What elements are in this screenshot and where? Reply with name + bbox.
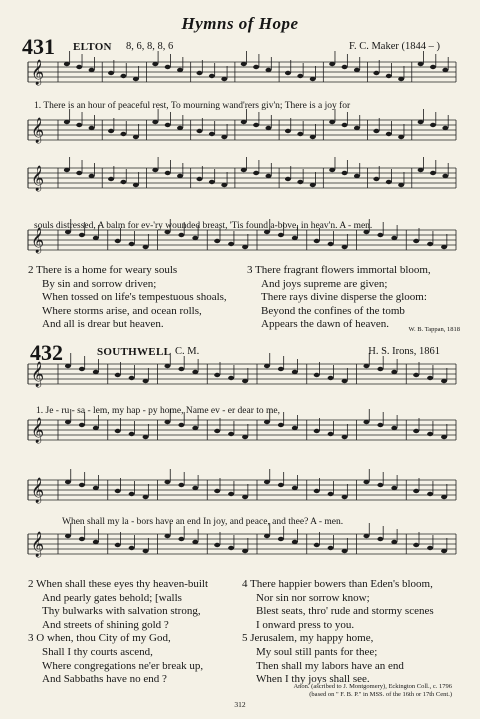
note-head bbox=[430, 65, 436, 69]
note-head bbox=[427, 376, 433, 380]
note-head bbox=[129, 492, 135, 496]
note-head bbox=[242, 245, 248, 249]
note-head bbox=[120, 132, 126, 136]
section-title: Hymns of Hope bbox=[181, 14, 299, 33]
note-head bbox=[197, 71, 203, 75]
clef-icon: 𝄞 bbox=[31, 532, 45, 557]
note-head bbox=[115, 489, 121, 493]
verse-line: There rays divine disperse the gloom: bbox=[261, 291, 427, 304]
note-head bbox=[164, 534, 170, 538]
note-head bbox=[292, 540, 298, 544]
clef-icon: 𝄞 bbox=[31, 478, 45, 503]
note-head bbox=[363, 364, 369, 368]
note-head bbox=[264, 480, 270, 484]
note-head bbox=[342, 245, 348, 249]
note-head bbox=[413, 543, 419, 547]
note-head bbox=[177, 68, 183, 72]
note-head bbox=[391, 540, 397, 544]
note-head bbox=[89, 174, 95, 178]
author-credit bbox=[293, 683, 452, 699]
verse-line: And streets of shining gold ? bbox=[42, 618, 169, 631]
note-head bbox=[297, 132, 303, 136]
note-head bbox=[329, 120, 335, 124]
note-head bbox=[228, 376, 234, 380]
note-head bbox=[79, 537, 85, 541]
note-head bbox=[328, 492, 334, 496]
note-head bbox=[342, 123, 348, 127]
note-head bbox=[373, 129, 379, 133]
note-head bbox=[65, 364, 71, 368]
note-head bbox=[391, 236, 397, 240]
lyric-line: souls distressed, A balm for ev-'ry wounded breast, 'Tis found a-bove, in heav'n. A - men. bbox=[34, 221, 373, 231]
note-head bbox=[108, 71, 114, 75]
note-head bbox=[377, 423, 383, 427]
note-head bbox=[64, 120, 70, 124]
note-head bbox=[209, 132, 215, 136]
verse-line: When tossed on life's tempestuous shoals, bbox=[42, 291, 227, 304]
verse-line: Appears the dawn of heaven. bbox=[261, 318, 389, 331]
note-head bbox=[391, 426, 397, 430]
note-head bbox=[373, 177, 379, 181]
note-head bbox=[129, 432, 135, 436]
note-head bbox=[391, 486, 397, 490]
clef-icon: 𝄞 bbox=[31, 362, 45, 387]
note-head bbox=[133, 183, 139, 187]
note-head bbox=[228, 242, 234, 246]
note-head bbox=[413, 373, 419, 377]
note-head bbox=[241, 168, 247, 172]
verse-line: 2 When shall these eyes thy heaven-built bbox=[28, 578, 209, 590]
note-head bbox=[441, 495, 447, 499]
note-head bbox=[93, 236, 99, 240]
note-head bbox=[418, 168, 424, 172]
note-head bbox=[115, 373, 121, 377]
meter: 8, 6, 8, 8, 6 bbox=[126, 41, 174, 52]
note-head bbox=[278, 423, 284, 427]
lyric-line: 1. Je - ru - sa - lem, my hap - py home, Name ev - er dear to me, bbox=[36, 406, 281, 416]
note-head bbox=[442, 68, 448, 72]
note-head bbox=[329, 168, 335, 172]
note-head bbox=[285, 177, 291, 181]
note-head bbox=[413, 429, 419, 433]
verse-line: And joys supreme are given; bbox=[261, 277, 388, 290]
note-head bbox=[373, 71, 379, 75]
note-head bbox=[278, 537, 284, 541]
note-head bbox=[342, 379, 348, 383]
note-head bbox=[398, 77, 404, 81]
note-head bbox=[242, 379, 248, 383]
note-head bbox=[377, 537, 383, 541]
note-head bbox=[430, 171, 436, 175]
note-head bbox=[133, 135, 139, 139]
lyric-line: When shall my la - bors have an end In joy, and peace, and thee? A - men. bbox=[62, 517, 344, 527]
note-head bbox=[120, 180, 126, 184]
note-head bbox=[314, 489, 320, 493]
note-head bbox=[265, 68, 271, 72]
note-head bbox=[398, 183, 404, 187]
note-head bbox=[427, 432, 433, 436]
note-head bbox=[192, 236, 198, 240]
note-head bbox=[115, 543, 121, 547]
note-head bbox=[209, 180, 215, 184]
note-head bbox=[164, 420, 170, 424]
note-head bbox=[143, 435, 149, 439]
note-head bbox=[363, 420, 369, 424]
note-head bbox=[192, 486, 198, 490]
note-head bbox=[177, 126, 183, 130]
note-head bbox=[129, 376, 135, 380]
note-head bbox=[65, 420, 71, 424]
note-head bbox=[178, 483, 184, 487]
note-head bbox=[164, 364, 170, 368]
note-head bbox=[253, 65, 259, 69]
note-head bbox=[292, 236, 298, 240]
note-head bbox=[192, 370, 198, 374]
note-head bbox=[441, 379, 447, 383]
note-head bbox=[427, 546, 433, 550]
note-head bbox=[342, 435, 348, 439]
credit-line: Anon. (ascribed to J. Montgomery), Eckington Coll., c. 1796 bbox=[293, 683, 452, 690]
note-head bbox=[108, 177, 114, 181]
verses-right bbox=[242, 578, 434, 687]
note-head bbox=[64, 168, 70, 172]
note-head bbox=[152, 120, 158, 124]
note-head bbox=[292, 426, 298, 430]
note-head bbox=[93, 370, 99, 374]
note-head bbox=[221, 135, 227, 139]
verse-line: Then shall my labors have an end bbox=[256, 659, 404, 672]
verse-line: Thy bulwarks with salvation strong, bbox=[42, 605, 201, 618]
note-head bbox=[65, 534, 71, 538]
note-head bbox=[165, 65, 171, 69]
verse-line: Where congregations ne'er break up, bbox=[42, 659, 204, 672]
page-number: 312 bbox=[234, 700, 246, 709]
note-head bbox=[214, 543, 220, 547]
verse-line: Blest seats, thro' rude and stormy scenes bbox=[256, 605, 434, 618]
note-head bbox=[328, 376, 334, 380]
note-head bbox=[441, 245, 447, 249]
note-head bbox=[178, 423, 184, 427]
note-head bbox=[241, 120, 247, 124]
note-head bbox=[178, 537, 184, 541]
note-head bbox=[418, 62, 424, 66]
note-head bbox=[377, 367, 383, 371]
verse-line: 3 There fragrant flowers immortal bloom, bbox=[247, 264, 431, 276]
note-head bbox=[413, 239, 419, 243]
music-staff bbox=[28, 523, 456, 557]
composer: H. S. Irons, 1861 bbox=[368, 346, 440, 357]
note-head bbox=[441, 435, 447, 439]
note-head bbox=[265, 174, 271, 178]
note-head bbox=[329, 62, 335, 66]
note-head bbox=[76, 171, 82, 175]
note-head bbox=[310, 183, 316, 187]
note-head bbox=[143, 495, 149, 499]
verse-line: And Sabbaths have no end ? bbox=[42, 673, 167, 686]
music-staff bbox=[28, 109, 456, 143]
note-head bbox=[264, 534, 270, 538]
verses-left bbox=[28, 264, 227, 332]
note-head bbox=[253, 171, 259, 175]
note-head bbox=[143, 379, 149, 383]
note-head bbox=[363, 534, 369, 538]
meter: C. M. bbox=[175, 346, 200, 357]
note-head bbox=[79, 367, 85, 371]
note-head bbox=[278, 483, 284, 487]
note-head bbox=[391, 370, 397, 374]
note-head bbox=[242, 549, 248, 553]
tune-name: SOUTHWELL bbox=[97, 346, 172, 358]
clef-icon: 𝄞 bbox=[31, 228, 45, 253]
note-head bbox=[386, 180, 392, 184]
note-head bbox=[76, 65, 82, 69]
note-head bbox=[278, 367, 284, 371]
verse-line: I onward press to you. bbox=[256, 618, 355, 631]
note-head bbox=[442, 126, 448, 130]
note-head bbox=[342, 171, 348, 175]
note-head bbox=[342, 495, 348, 499]
clef-icon: 𝄞 bbox=[31, 60, 45, 85]
composer: F. C. Maker (1844 – ) bbox=[348, 41, 440, 52]
note-head bbox=[120, 74, 126, 78]
note-head bbox=[178, 367, 184, 371]
note-head bbox=[354, 126, 360, 130]
note-head bbox=[133, 77, 139, 81]
note-head bbox=[65, 480, 71, 484]
note-head bbox=[328, 432, 334, 436]
music-staff bbox=[28, 157, 456, 191]
clef-icon: 𝄞 bbox=[31, 418, 45, 443]
verse-line: Where storms arise, and ocean rolls, bbox=[42, 304, 202, 317]
note-head bbox=[278, 233, 284, 237]
note-head bbox=[165, 171, 171, 175]
note-head bbox=[228, 492, 234, 496]
note-head bbox=[178, 233, 184, 237]
note-head bbox=[93, 426, 99, 430]
note-head bbox=[314, 543, 320, 547]
note-head bbox=[89, 68, 95, 72]
note-head bbox=[143, 549, 149, 553]
note-head bbox=[297, 74, 303, 78]
verse-line: 4 There happier bowers than Eden's bloom, bbox=[242, 578, 433, 590]
note-head bbox=[177, 174, 183, 178]
note-head bbox=[264, 364, 270, 368]
verse-line: 2 There is a home for weary souls bbox=[28, 264, 178, 276]
note-head bbox=[93, 540, 99, 544]
note-head bbox=[253, 123, 259, 127]
note-head bbox=[221, 77, 227, 81]
music-staff bbox=[28, 353, 456, 387]
note-head bbox=[214, 429, 220, 433]
note-head bbox=[228, 546, 234, 550]
note-head bbox=[354, 174, 360, 178]
note-head bbox=[241, 62, 247, 66]
credit-line: (based on " F. B. P." in MSS. of the 16th or 17th Cent.) bbox=[309, 691, 452, 698]
note-head bbox=[310, 77, 316, 81]
note-head bbox=[108, 129, 114, 133]
note-head bbox=[152, 168, 158, 172]
note-head bbox=[342, 65, 348, 69]
verse-line: Nor sin nor sorrow know; bbox=[256, 591, 370, 604]
note-head bbox=[285, 129, 291, 133]
verse-line: Beyond the confines of the tomb bbox=[261, 304, 405, 317]
note-head bbox=[363, 480, 369, 484]
verse-line: When I thy joys shall see. bbox=[256, 673, 370, 686]
note-head bbox=[76, 123, 82, 127]
verse-line: And all is drear but heaven. bbox=[42, 318, 164, 331]
note-head bbox=[214, 489, 220, 493]
lyric-line: 1. There is an hour of peaceful rest, To mourning wand'rers giv'n; There is a joy for bbox=[34, 101, 351, 111]
note-head bbox=[398, 135, 404, 139]
note-head bbox=[265, 126, 271, 130]
note-head bbox=[377, 233, 383, 237]
note-head bbox=[129, 242, 135, 246]
note-head bbox=[79, 423, 85, 427]
note-head bbox=[377, 483, 383, 487]
note-head bbox=[129, 546, 135, 550]
note-head bbox=[152, 62, 158, 66]
note-head bbox=[214, 373, 220, 377]
note-head bbox=[242, 495, 248, 499]
verses-left bbox=[28, 578, 208, 687]
note-head bbox=[264, 420, 270, 424]
note-head bbox=[285, 71, 291, 75]
note-head bbox=[314, 239, 320, 243]
note-head bbox=[242, 435, 248, 439]
note-head bbox=[164, 480, 170, 484]
note-head bbox=[197, 129, 203, 133]
note-head bbox=[328, 546, 334, 550]
note-head bbox=[427, 242, 433, 246]
note-head bbox=[441, 549, 447, 553]
note-head bbox=[292, 370, 298, 374]
note-head bbox=[79, 233, 85, 237]
note-head bbox=[430, 123, 436, 127]
note-head bbox=[197, 177, 203, 181]
note-head bbox=[228, 432, 234, 436]
note-head bbox=[328, 242, 334, 246]
note-head bbox=[221, 183, 227, 187]
note-head bbox=[192, 540, 198, 544]
note-head bbox=[143, 245, 149, 249]
verse-line: And pearly gates behold; [walls bbox=[42, 591, 182, 604]
hymn-number-431: 431 bbox=[22, 34, 55, 59]
note-head bbox=[427, 492, 433, 496]
verse-line: Shall I thy courts ascend, bbox=[42, 645, 153, 658]
note-head bbox=[297, 180, 303, 184]
note-head bbox=[93, 486, 99, 490]
note-head bbox=[192, 426, 198, 430]
note-head bbox=[314, 429, 320, 433]
clef-icon: 𝄞 bbox=[31, 118, 45, 143]
author-credit: W. B. Tappan, 1818 bbox=[408, 326, 460, 333]
note-head bbox=[292, 486, 298, 490]
note-head bbox=[64, 62, 70, 66]
verse-line: My soul still pants for thee; bbox=[256, 645, 378, 658]
note-head bbox=[418, 120, 424, 124]
note-head bbox=[386, 132, 392, 136]
note-head bbox=[386, 74, 392, 78]
verses-right bbox=[247, 264, 431, 332]
note-head bbox=[354, 68, 360, 72]
note-head bbox=[165, 123, 171, 127]
note-head bbox=[79, 483, 85, 487]
verse-line: 3 O when, thou City of my God, bbox=[28, 632, 171, 645]
music-staff bbox=[28, 469, 456, 503]
note-head bbox=[209, 74, 215, 78]
hymn-number-432: 432 bbox=[30, 340, 63, 365]
note-head bbox=[310, 135, 316, 139]
verse-line: 5 Jerusalem, my happy home, bbox=[242, 632, 374, 645]
music-staff bbox=[28, 51, 456, 85]
note-head bbox=[115, 429, 121, 433]
note-head bbox=[342, 549, 348, 553]
note-head bbox=[413, 489, 419, 493]
clef-icon: 𝄞 bbox=[31, 166, 45, 191]
verse-line: By sin and sorrow driven; bbox=[42, 277, 157, 290]
tune-name: ELTON bbox=[73, 41, 112, 53]
note-head bbox=[314, 373, 320, 377]
note-head bbox=[214, 239, 220, 243]
note-head bbox=[442, 174, 448, 178]
note-head bbox=[89, 126, 95, 130]
note-head bbox=[115, 239, 121, 243]
